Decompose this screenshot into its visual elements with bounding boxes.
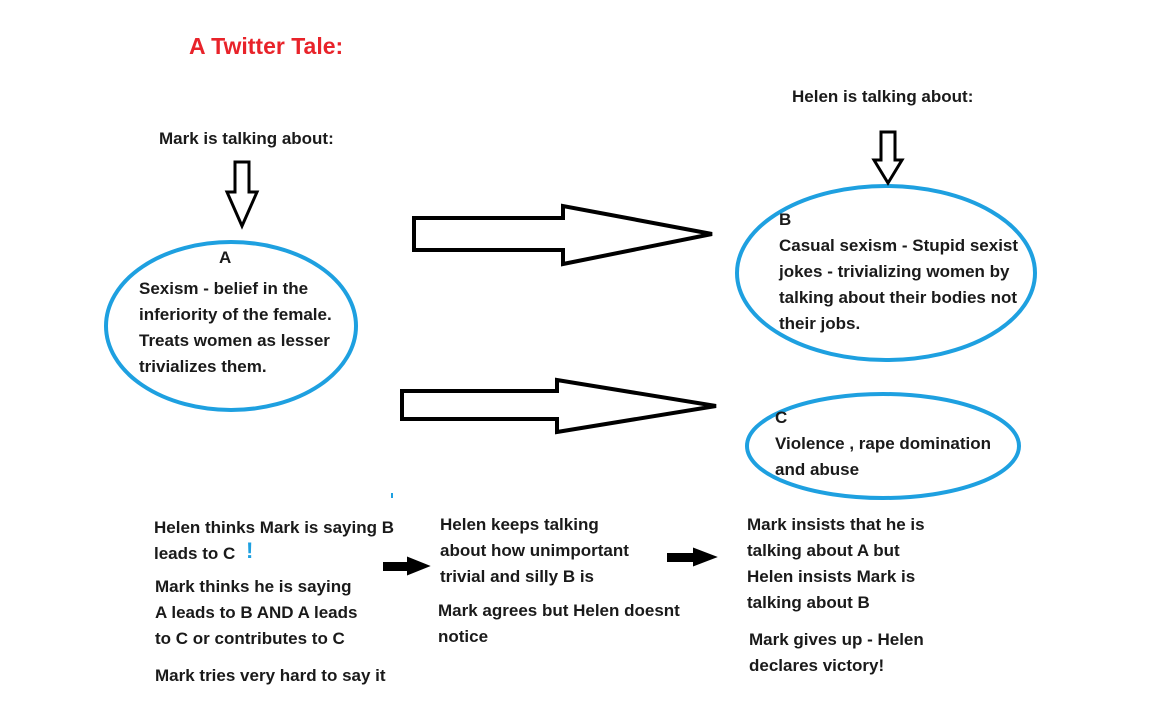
bubble-c-text: Violence , rape domination and abuse bbox=[775, 434, 992, 479]
mark-tries-text: Mark tries very hard to say it bbox=[155, 666, 386, 685]
block-arrow-a-to-b bbox=[414, 206, 712, 264]
small-arrow-2 bbox=[668, 549, 715, 565]
helen-thinks-text: Helen thinks Mark is saying B leads to C bbox=[154, 518, 394, 563]
mark-thinks-text: Mark thinks he is saying A leads to B AND A leads to C or contributes to C bbox=[155, 577, 358, 648]
mark-insists-text: Mark insists that he is talking about A but Helen insists Mark is talking about B bbox=[747, 515, 925, 612]
mark-gives-up-text: Mark gives up - Helen declares victory! bbox=[749, 630, 924, 675]
bubble-a-letter: A bbox=[219, 248, 232, 267]
bubble-b-text: Casual sexism - Stupid sexist jokes - trivializing women by talking about their bodies not their jobs. bbox=[779, 236, 1019, 333]
exclamation-mark: ! bbox=[246, 538, 254, 563]
block-arrow-a-to-c bbox=[402, 380, 716, 432]
bubble-b-letter: B bbox=[779, 210, 792, 229]
mark-header: Mark is talking about: bbox=[159, 129, 334, 148]
bubble-c-letter: C bbox=[775, 408, 788, 427]
down-arrow-a bbox=[227, 162, 257, 226]
diagram-title: A Twitter Tale: bbox=[189, 33, 344, 59]
down-arrow-b bbox=[874, 132, 902, 183]
helen-header: Helen is talking about: bbox=[792, 87, 974, 106]
blue-dot-mark bbox=[391, 493, 393, 498]
mark-agrees-text: Mark agrees but Helen doesnt notice bbox=[438, 601, 680, 646]
helen-keeps-text: Helen keeps talking about how unimportant trivial and silly B is bbox=[440, 515, 629, 586]
bubble-a-text: Sexism - belief in the inferiority of the female. Treats women as lesser trivializes them. bbox=[139, 279, 332, 376]
